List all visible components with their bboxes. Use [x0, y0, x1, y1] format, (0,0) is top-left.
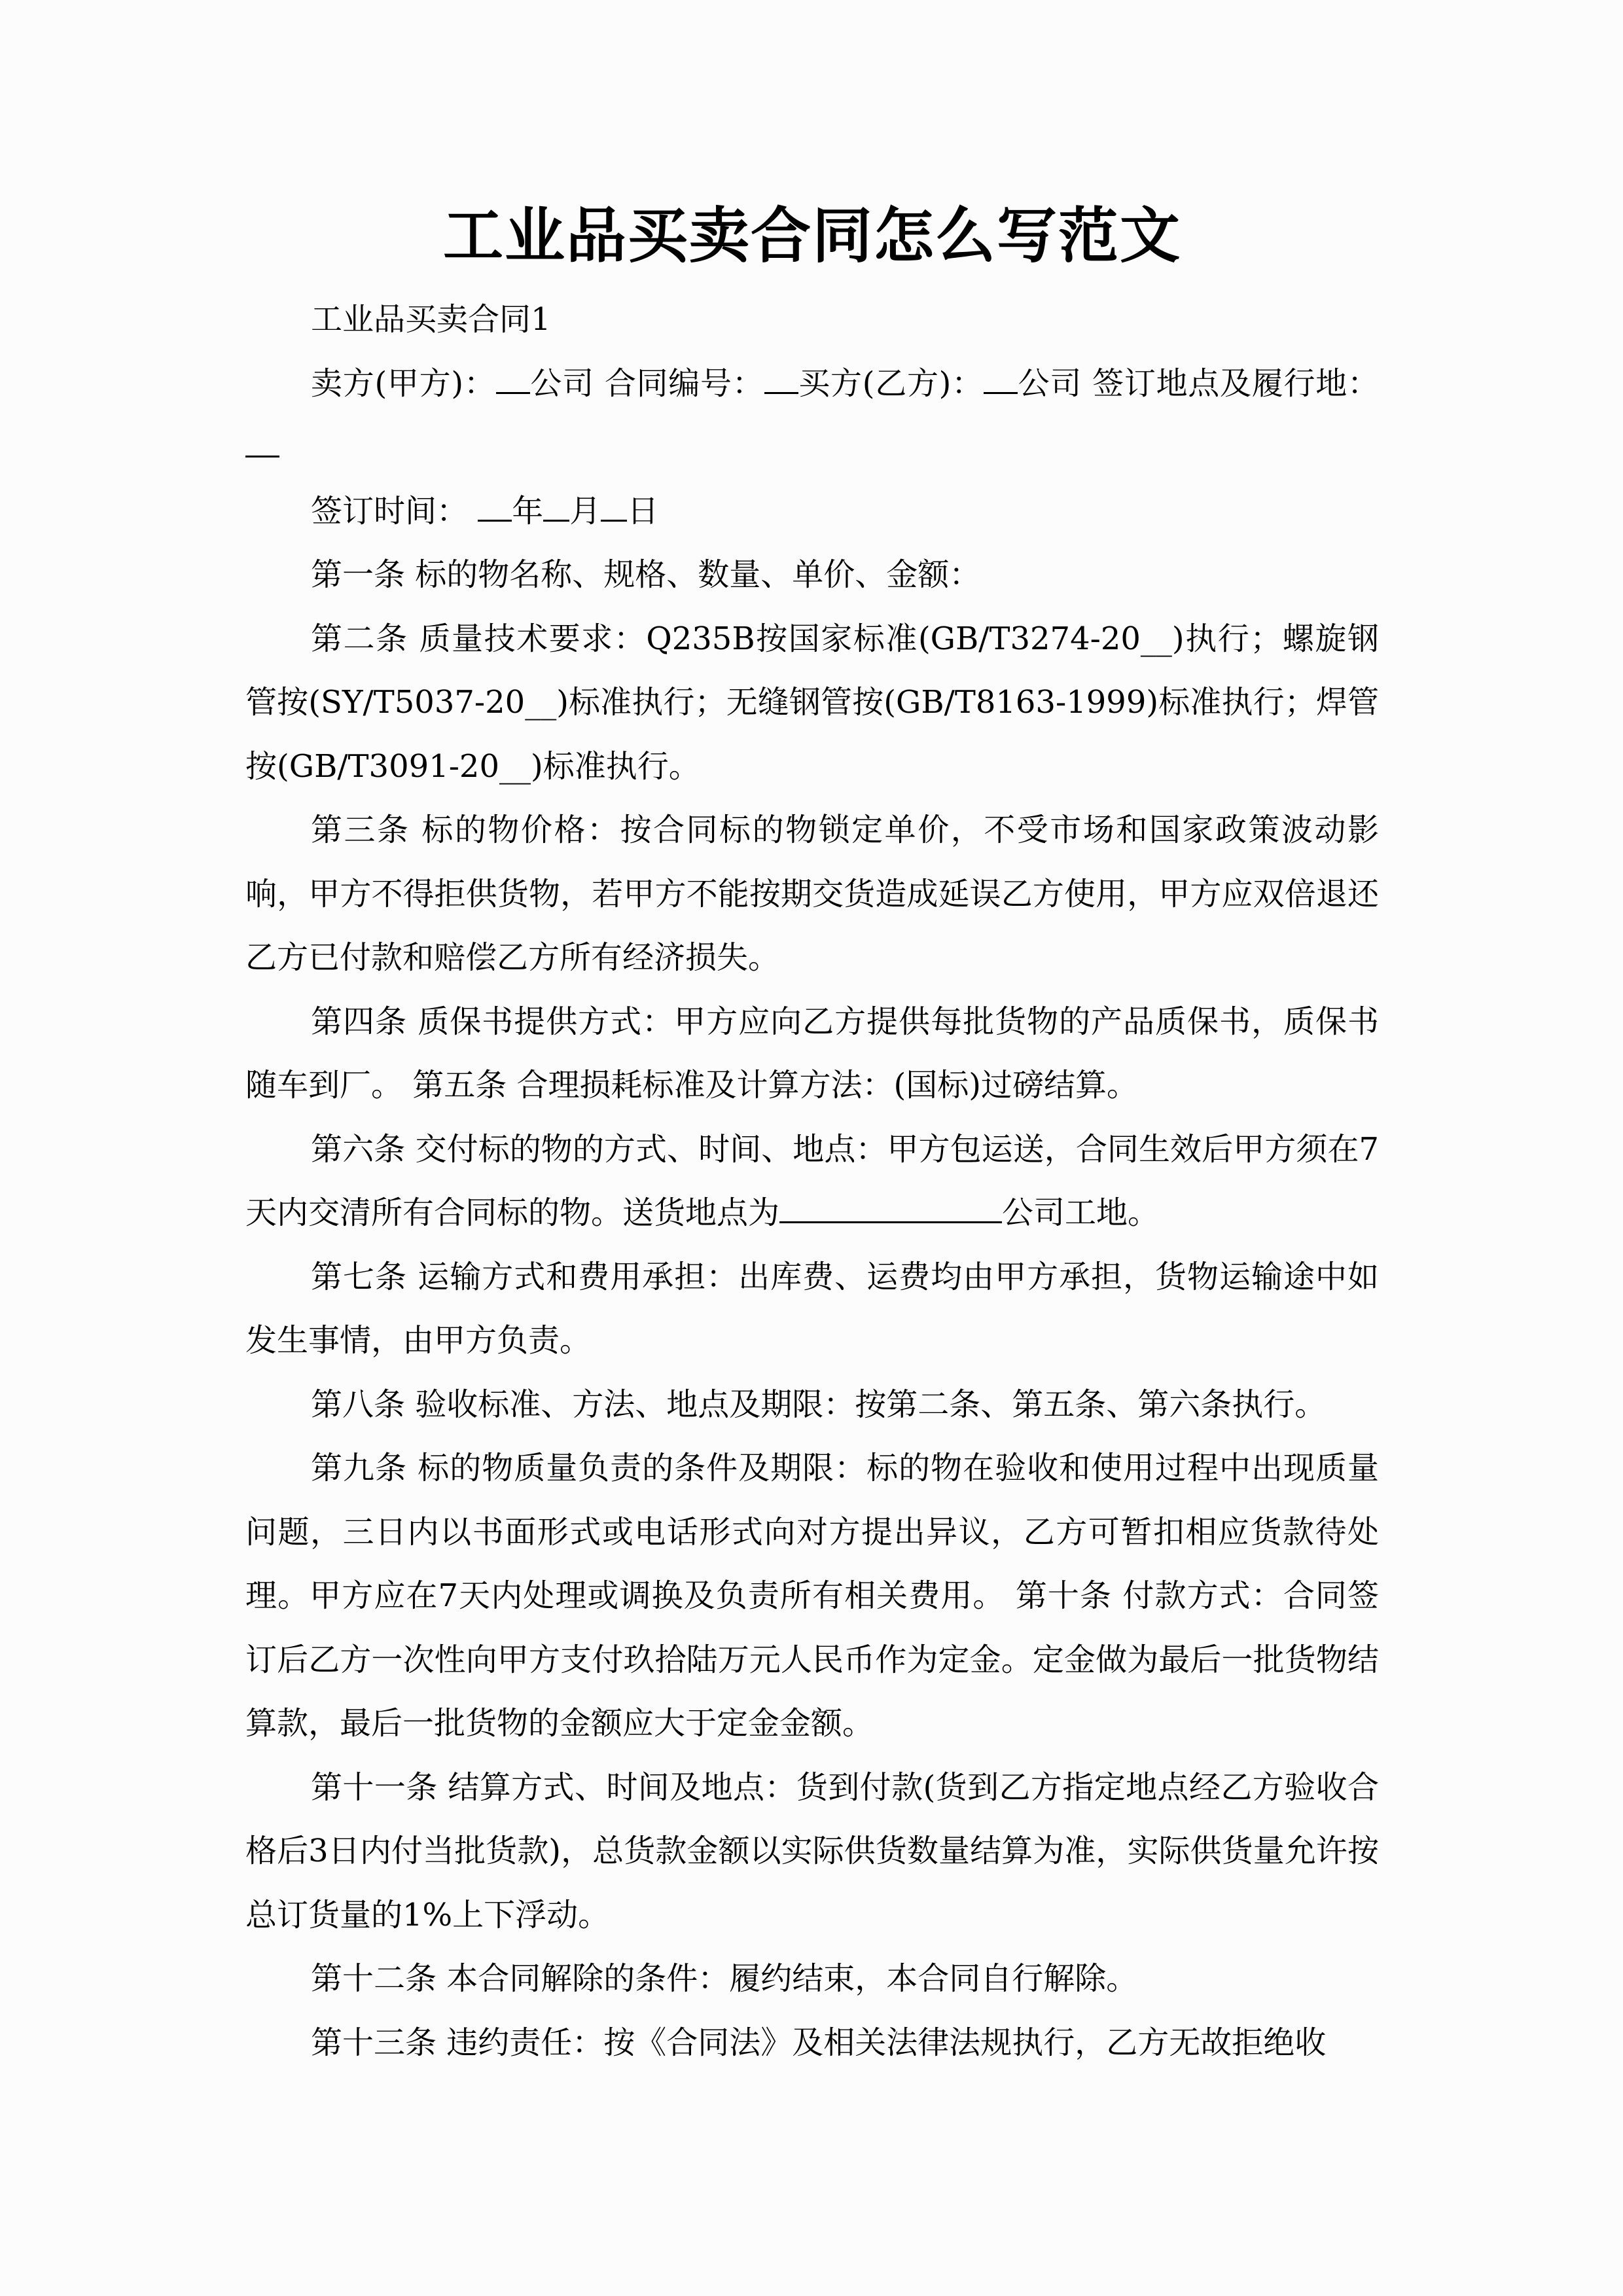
seller-blank	[496, 363, 530, 393]
article-1: 第一条 标的物名称、规格、数量、单价、金额：	[311, 556, 981, 593]
year-blank	[478, 491, 512, 521]
buyer-suffix: 公司 签订地点及履行地：	[1017, 365, 1379, 402]
contract-number-blank	[764, 363, 798, 393]
sign-date-label: 签订时间：	[311, 492, 469, 529]
day-blank	[601, 491, 627, 521]
day-label: 日	[627, 492, 659, 529]
year-label: 年	[512, 492, 544, 529]
delivery-location-blank	[779, 1193, 1002, 1223]
contract-subtitle: 工业品买卖合同1	[311, 301, 551, 338]
article-6-text: 第六条 交付标的物的方式、时间、地点：甲方包运送，合同生效后甲方须在7天内交清所有合同标的物。送货地点为	[245, 1130, 1379, 1231]
article-6	[245, 1118, 1379, 1246]
article-9-10: 第九条 标的物质量负责的条件及期限：标的物在验收和使用过程中出现质量问题，三日内以书面形式或电话形式向对方提出异议，乙方可暂扣相应货款待处理。甲方应在7天内处理或调换及负责所有相关费用。 第十条 付款方式：合同签订后乙方一次性向甲方支付玖拾陆万元人民币作为定金。定金做为最后一批货物结算款，最后一批货物的金额应大于定金金额。	[245, 1450, 1379, 1742]
article-4-5: 第四条 质保书提供方式：甲方应向乙方提供每批货物的产品质保书，质保书随车到厂。 第五条 合理损耗标准及计算方法：(国标)过磅结算。	[245, 1003, 1379, 1103]
article-6-suffix: 公司工地。	[1002, 1194, 1160, 1231]
article-12: 第十二条 本合同解除的条件：履约结束，本合同自行解除。	[311, 1960, 1138, 1997]
document-body	[245, 288, 1379, 2075]
buyer-blank	[984, 363, 1018, 393]
seller-suffix: 公司 合同编号：	[529, 365, 764, 402]
parties-paragraph	[245, 352, 1379, 480]
month-blank	[543, 491, 569, 521]
article-2: 第二条 质量技术要求：Q235B按国家标准(GB/T3274-20__)执行；螺旋钢管按(SY/T5037-20__)标准执行；无缝钢管按(GB/T8163-1999)标准执行；焊管按(GB/T3091-20__)标准执行。	[245, 620, 1379, 785]
month-label: 月	[569, 492, 601, 529]
seller-label: 卖方(甲方)：	[311, 365, 496, 402]
buyer-label: 买方(乙方)：	[798, 365, 984, 402]
article-8: 第八条 验收标准、方法、地点及期限：按第二条、第五条、第六条执行。	[311, 1386, 1327, 1423]
article-13: 第十三条 违约责任：按《合同法》及相关法律法规执行，乙方无故拒绝收	[311, 2024, 1327, 2061]
article-7: 第七条 运输方式和费用承担：出库费、运费均由甲方承担，货物运输途中如发生事情，由甲方负责。	[245, 1258, 1379, 1359]
article-3: 第三条 标的物价格：按合同标的物锁定单价，不受市场和国家政策波动影响，甲方不得拒供货物，若甲方不能按期交货造成延误乙方使用，甲方应双倍退还乙方已付款和赔偿乙方所有经济损失。	[245, 812, 1379, 976]
document-title: 工业品买卖合同怎么写范文	[442, 200, 1181, 271]
place-blank	[245, 427, 279, 457]
article-11: 第十一条 结算方式、时间及地点：货到付款(货到乙方指定地点经乙方验收合格后3日内付当批货款)，总货款金额以实际供货数量结算为准，实际供货量允许按总订货量的1%上下浮动。	[245, 1768, 1379, 1933]
sign-date-paragraph	[245, 480, 1379, 544]
